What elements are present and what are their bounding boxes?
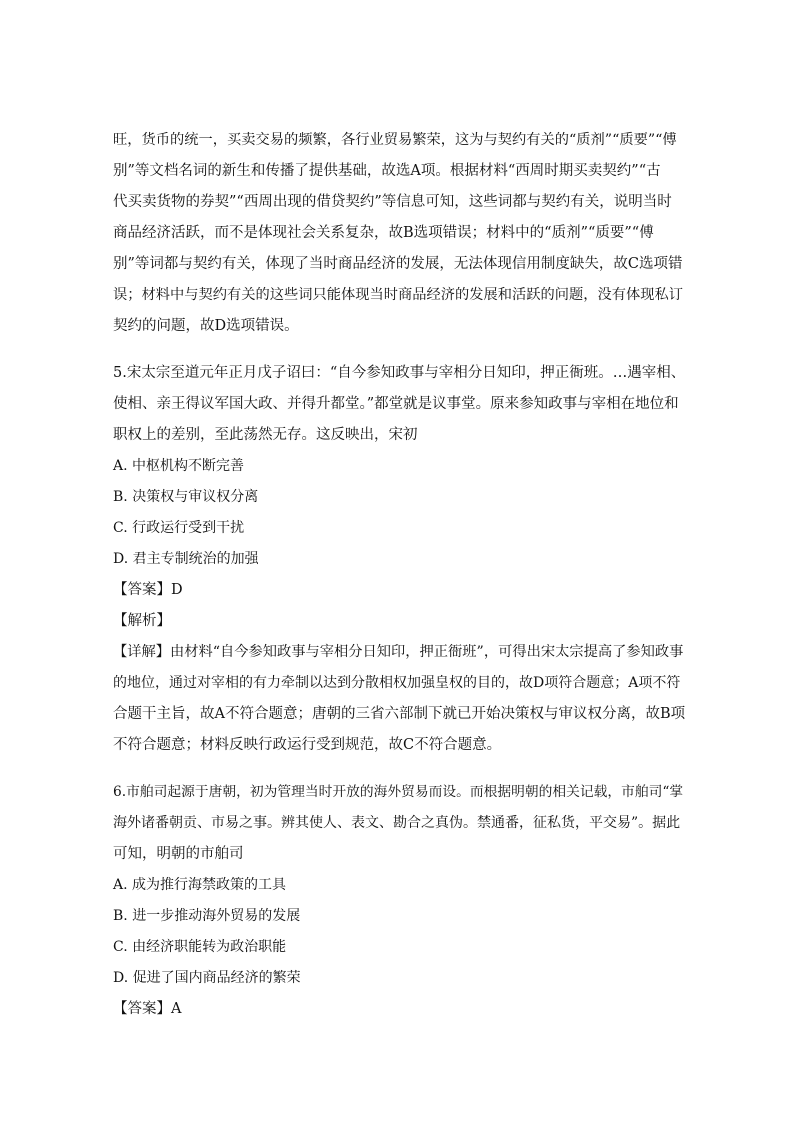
analysis-label: 【解析】 — [113, 613, 171, 629]
option-a: A. 中枢机构不断完善 — [113, 458, 245, 474]
question-stem-line: 可知，明朝的市舶司 — [113, 846, 244, 862]
detail-line: 【详解】由材料“自今参知政事与宰相分日知印，押正衙班”，可得出宋太宗提高了参知政事 — [113, 644, 684, 660]
option-c: C. 由经济职能转为政治职能 — [113, 939, 287, 955]
option-b: B. 决策权与审议权分离 — [113, 489, 259, 505]
document-page — [113, 125, 685, 1025]
spacer — [113, 761, 685, 777]
question-stem-line: 职权上的差别，至此荡然无存。这反映出，宋初 — [113, 427, 418, 443]
option-b: B. 进一步推动海外贸易的发展 — [113, 908, 301, 924]
question-5 — [113, 358, 685, 761]
question-stem-line: 6.市舶司起源于唐朝，初为管理当时开放的海外贸易而设。而根据明朝的相关记载，市舶司“掌 — [113, 784, 684, 800]
analysis-line: 误；材料中与契约有关的这些词只能体现当时商品经济的发展和活跃的问题，没有体现私订 — [113, 287, 684, 303]
option-d: D. 君主专制统治的加强 — [113, 551, 259, 567]
detail-line: 合题干主旨，故A不符合题意；唐朝的三省六部制下就已开始决策权与审议权分离，故B项 — [113, 706, 686, 722]
analysis-line: 旺，货币的统一，买卖交易的频繁，各行业贸易繁荣，这为与契约有关的“质剂”“质要”“傅 — [113, 132, 677, 148]
question-stem-line: 海外诸番朝贡、市易之事。辨其使人、表文、勘合之真伪。禁通番，征私货，平交易”。据此 — [113, 815, 681, 831]
detail-line: 不符合题意；材料反映行政运行受到规范，故C不符合题意。 — [113, 737, 502, 753]
answer-label: 【答案】D — [113, 582, 183, 598]
analysis-line: 别”等文档名词的新生和传播了提供基础，故选A项。根据材料“西周时期买卖契约”“古 — [113, 163, 661, 179]
detail-line: 的地位，通过对宰相的有力牵制以达到分散相权加强皇权的目的，故D项符合题意；A项不符 — [113, 675, 681, 691]
question-6 — [113, 777, 685, 1025]
previous-analysis — [113, 125, 685, 342]
option-d: D. 促进了国内商品经济的繁荣 — [113, 970, 301, 986]
analysis-line: 商品经济活跃，而不是体现社会关系复杂，故B选项错误；材料中的“质剂”“质要”“傅 — [113, 225, 654, 241]
question-stem-line: 使相、亲王得议军国大政、并得升都堂。”都堂就是议事堂。原来参知政事与宰相在地位和 — [113, 396, 679, 412]
analysis-line: 契约的问题，故D选项错误。 — [113, 318, 299, 334]
question-stem-line: 5.宋太宗至道元年正月戊子诏曰：“自今参知政事与宰相分日知印，押正衙班。…遇宰相、 — [113, 365, 686, 381]
analysis-line: 别”等词都与契约有关，体现了当时商品经济的发展，无法体现信用制度缺失，故C选项错 — [113, 256, 683, 272]
option-c: C. 行政运行受到干扰 — [113, 520, 245, 536]
analysis-line: 代买卖货物的券契”“西周出现的借贷契约”等信息可知，这些词都与契约有关，说明当时 — [113, 194, 672, 210]
option-a: A. 成为推行海禁政策的工具 — [113, 877, 287, 893]
answer-label: 【答案】A — [113, 1001, 182, 1017]
spacer — [113, 342, 685, 358]
